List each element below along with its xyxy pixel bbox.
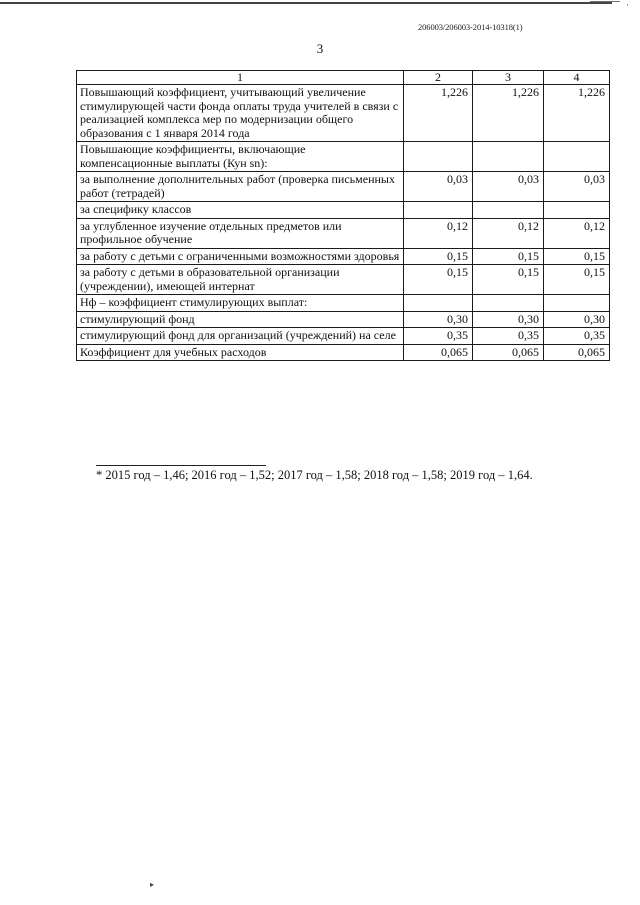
table-row (77, 172, 610, 202)
scan-mark: · (626, 0, 629, 10)
footnote: * 2015 год – 1,46; 2016 год – 1,52; 2017 год – 1,58; 2018 год – 1,58; 2019 год – 1,64. (96, 468, 533, 482)
row-value: 0,35 (473, 328, 544, 345)
row-value (473, 142, 544, 172)
column-header: 1 (77, 71, 404, 85)
table-row (77, 344, 610, 361)
row-value: 0,15 (473, 265, 544, 295)
row-value: 0,12 (544, 218, 610, 248)
table-row (77, 328, 610, 345)
row-value: 0,03 (544, 172, 610, 202)
row-label: стимулирующий фонд для организаций (учреждений) на селе (77, 328, 404, 345)
scan-top-rule (0, 2, 612, 4)
row-value (544, 202, 610, 219)
row-label: за работу с детьми с ограниченными возможностями здоровья (77, 248, 404, 265)
row-value: 0,15 (544, 248, 610, 265)
row-value: 1,226 (544, 85, 610, 142)
column-header: 2 (404, 71, 473, 85)
row-value: 1,226 (404, 85, 473, 142)
row-value: 1,226 (473, 85, 544, 142)
row-value (473, 295, 544, 312)
row-label: стимулирующий фонд (77, 311, 404, 328)
row-label: за углубленное изучение отдельных предметов или профильное обучение (77, 218, 404, 248)
row-value: 0,03 (473, 172, 544, 202)
column-header: 4 (544, 71, 610, 85)
row-value (544, 142, 610, 172)
row-value: 0,30 (544, 311, 610, 328)
table-row (77, 295, 610, 312)
row-value: 0,03 (404, 172, 473, 202)
row-label: Нф – коэффициент стимулирующих выплат: (77, 295, 404, 312)
row-value: 0,12 (404, 218, 473, 248)
row-label: за выполнение дополнительных работ (проверка письменных работ (тетрадей) (77, 172, 404, 202)
row-value (473, 202, 544, 219)
scan-top-rule-tail (590, 1, 620, 2)
document-reference: 206003/206003-2014-10318(1) (418, 22, 523, 32)
page-number: 3 (316, 41, 324, 56)
row-label: за специфику классов (77, 202, 404, 219)
row-label: Повышающие коэффициенты, включающие компенсационные выплаты (Кун sn): (77, 142, 404, 172)
column-header: 3 (473, 71, 544, 85)
table-row (77, 265, 610, 295)
row-value: 0,065 (404, 344, 473, 361)
table-row (77, 311, 610, 328)
row-value: 0,30 (404, 311, 473, 328)
table-header-row (77, 71, 610, 85)
row-value: 0,065 (544, 344, 610, 361)
row-value: 0,15 (473, 248, 544, 265)
row-value (544, 295, 610, 312)
row-value: 0,15 (544, 265, 610, 295)
row-value (404, 202, 473, 219)
row-label: за работу с детьми в образовательной организации (учреждении), имеющей интернат (77, 265, 404, 295)
table-row (77, 218, 610, 248)
row-value: 0,35 (404, 328, 473, 345)
row-label: Коэффициент для учебных расходов (77, 344, 404, 361)
table-row (77, 248, 610, 265)
coefficients-table (76, 70, 610, 361)
table-row (77, 202, 610, 219)
footnote-rule (96, 465, 266, 466)
row-label: Повышающий коэффициент, учитывающий увеличение стимулирующей части фонда оплаты труда учителей в связи с реализацией комплекса мер по модернизации общего образования с 1 января 2014 года (77, 85, 404, 142)
row-value (404, 295, 473, 312)
table-row (77, 142, 610, 172)
row-value: 0,12 (473, 218, 544, 248)
row-value: 0,30 (473, 311, 544, 328)
row-value: 0,35 (544, 328, 610, 345)
row-value: 0,15 (404, 248, 473, 265)
row-value: 0,15 (404, 265, 473, 295)
table-row (77, 85, 610, 142)
row-value (404, 142, 473, 172)
scan-mark-bottom: ▸ (150, 880, 155, 889)
row-value: 0,065 (473, 344, 544, 361)
